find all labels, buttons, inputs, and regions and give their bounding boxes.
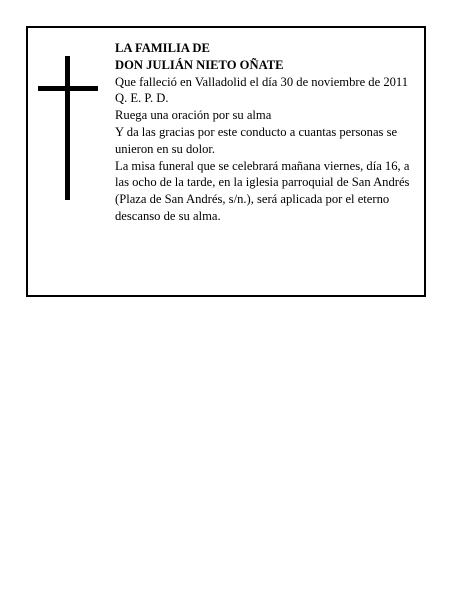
obituary-notice	[26, 26, 426, 297]
prayer-request: Ruega una oración por su alma	[115, 108, 272, 123]
death-statement: Que falleció en Valladolid el día 30 de noviembre de 2011	[115, 74, 409, 89]
thanks-paragraph: Y da las gracias por este conducto a cuantas personas se unieron en su dolor.	[115, 124, 398, 156]
family-heading: LA FAMILIA DE	[115, 41, 210, 55]
cross-horizontal-bar	[38, 86, 98, 91]
cross-icon	[38, 56, 98, 200]
cross-vertical-bar	[65, 56, 70, 200]
notice-text	[115, 40, 425, 225]
qepd-line: Q. E. P. D.	[115, 91, 169, 106]
funeral-mass-paragraph: La misa funeral que se celebrará mañana viernes, día 16, a las ocho de la tarde, en la iglesia parroquial de San Andrés (Plaza de San Andrés, s/n.), será aplicada por el eterno descanso de su alma.	[115, 158, 410, 223]
deceased-name: DON JULIÁN NIETO OÑATE	[115, 57, 284, 72]
